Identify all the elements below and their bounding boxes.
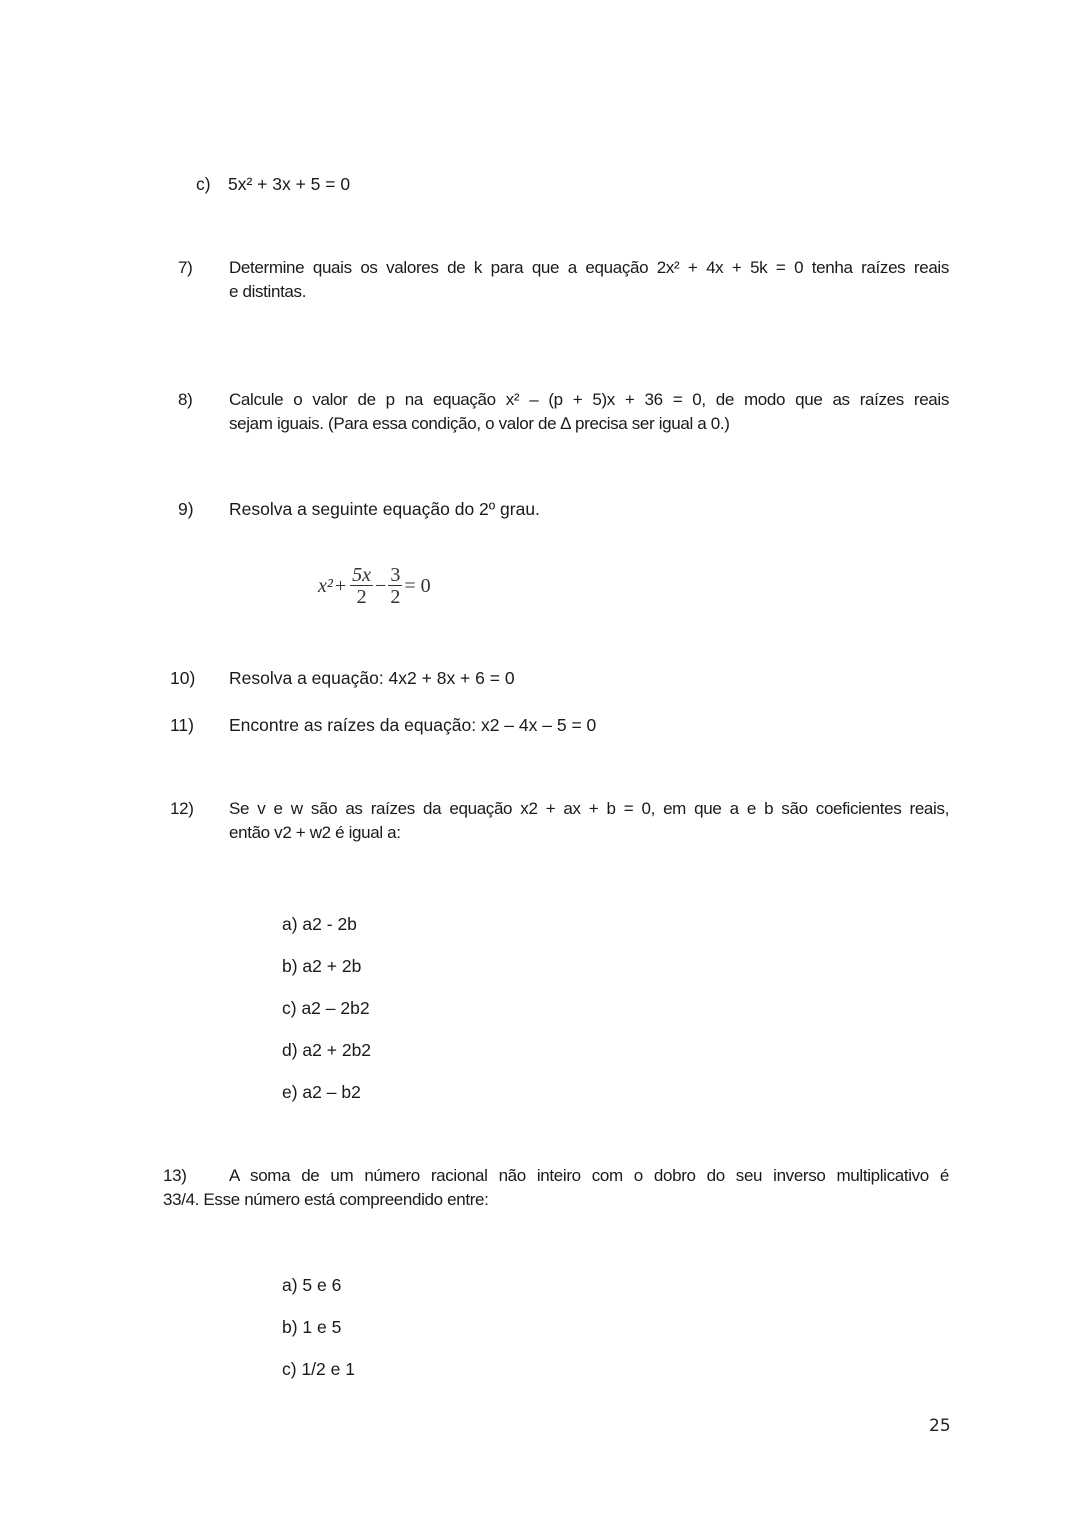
formula-plus: +: [334, 575, 347, 597]
question-text: Encontre as raízes da equação: x2 – 4x – 5 = 0: [229, 715, 597, 735]
question-text: Resolva a equação: 4x2 + 8x + 6 = 0: [229, 668, 515, 688]
option-c[interactable]: c) 1/2 e 1: [282, 1359, 355, 1379]
question-text: A soma de um número racional não inteiro com o dobro do seu inverso multiplicativo é: [229, 1166, 949, 1185]
question-9: [178, 497, 949, 521]
question-text-line1: Calcule o valor de p na equação x² – (p + 5)x + 36 = 0, de modo que as raízes reais: [229, 390, 949, 409]
question-8: [178, 388, 949, 436]
question-number: 7): [178, 258, 193, 277]
question-number: 12): [170, 799, 194, 818]
question-text-line1: [163, 1164, 949, 1188]
fraction-denominator: 2: [356, 586, 367, 608]
formula-fraction-5x-over-2: [350, 565, 373, 608]
question-text-line1: Se v e w são as raízes da equação x2 + ax + b = 0, em que a e b são coeficientes reais,: [229, 799, 949, 818]
question-10: [170, 666, 950, 690]
question-7: [178, 256, 949, 304]
page-number: 25: [929, 1416, 951, 1436]
option-e[interactable]: e) a2 – b2: [282, 1082, 361, 1102]
question-text: Resolva a seguinte equação do 2º grau.: [229, 499, 540, 519]
option-c[interactable]: c) a2 – 2b2: [282, 998, 370, 1018]
question-13: [163, 1164, 949, 1212]
option-d[interactable]: d) a2 + 2b2: [282, 1040, 372, 1060]
quadratic-formula: [318, 565, 431, 608]
question-number: 10): [170, 668, 196, 688]
question-text-line2: sejam iguais. (Para essa condição, o valor de ∆ precisa ser igual a 0.): [229, 414, 730, 433]
option-a[interactable]: a) 5 e 6: [282, 1275, 342, 1295]
item-label: c): [196, 174, 211, 194]
formula-fraction-3-over-2: [388, 565, 402, 608]
fraction-denominator: 2: [390, 586, 401, 608]
formula-minus: −: [375, 575, 387, 597]
question-number: 8): [178, 390, 193, 409]
question-text-line2: e distintas.: [229, 282, 307, 301]
question-number: 9): [178, 499, 194, 519]
option-b[interactable]: b) a2 + 2b: [282, 956, 362, 976]
item-6c: [196, 172, 351, 196]
question-text-line2: então v2 + w2 é igual a:: [229, 823, 401, 842]
question-12-options: [282, 912, 371, 1122]
question-number: 11): [170, 715, 194, 735]
question-11: [170, 713, 950, 737]
question-text-line1: Determine quais os valores de k para que a equação 2x² + 4x + 5k = 0 tenha raízes reais: [229, 258, 949, 277]
formula-equals-zero: = 0: [404, 575, 431, 597]
equation-text: 5x² + 3x + 5 = 0: [228, 174, 351, 194]
option-a[interactable]: a) a2 - 2b: [282, 914, 357, 934]
fraction-numerator: 5x: [352, 564, 372, 586]
fraction-numerator: 3: [390, 564, 401, 586]
option-b[interactable]: b) 1 e 5: [282, 1317, 342, 1337]
question-13-options: [282, 1273, 355, 1399]
formula-term-x-squared: x²: [318, 575, 333, 597]
question-text-line2: 33/4. Esse número está compreendido entre:: [163, 1190, 489, 1209]
question-number: 13): [163, 1166, 187, 1185]
question-12: [170, 797, 949, 845]
